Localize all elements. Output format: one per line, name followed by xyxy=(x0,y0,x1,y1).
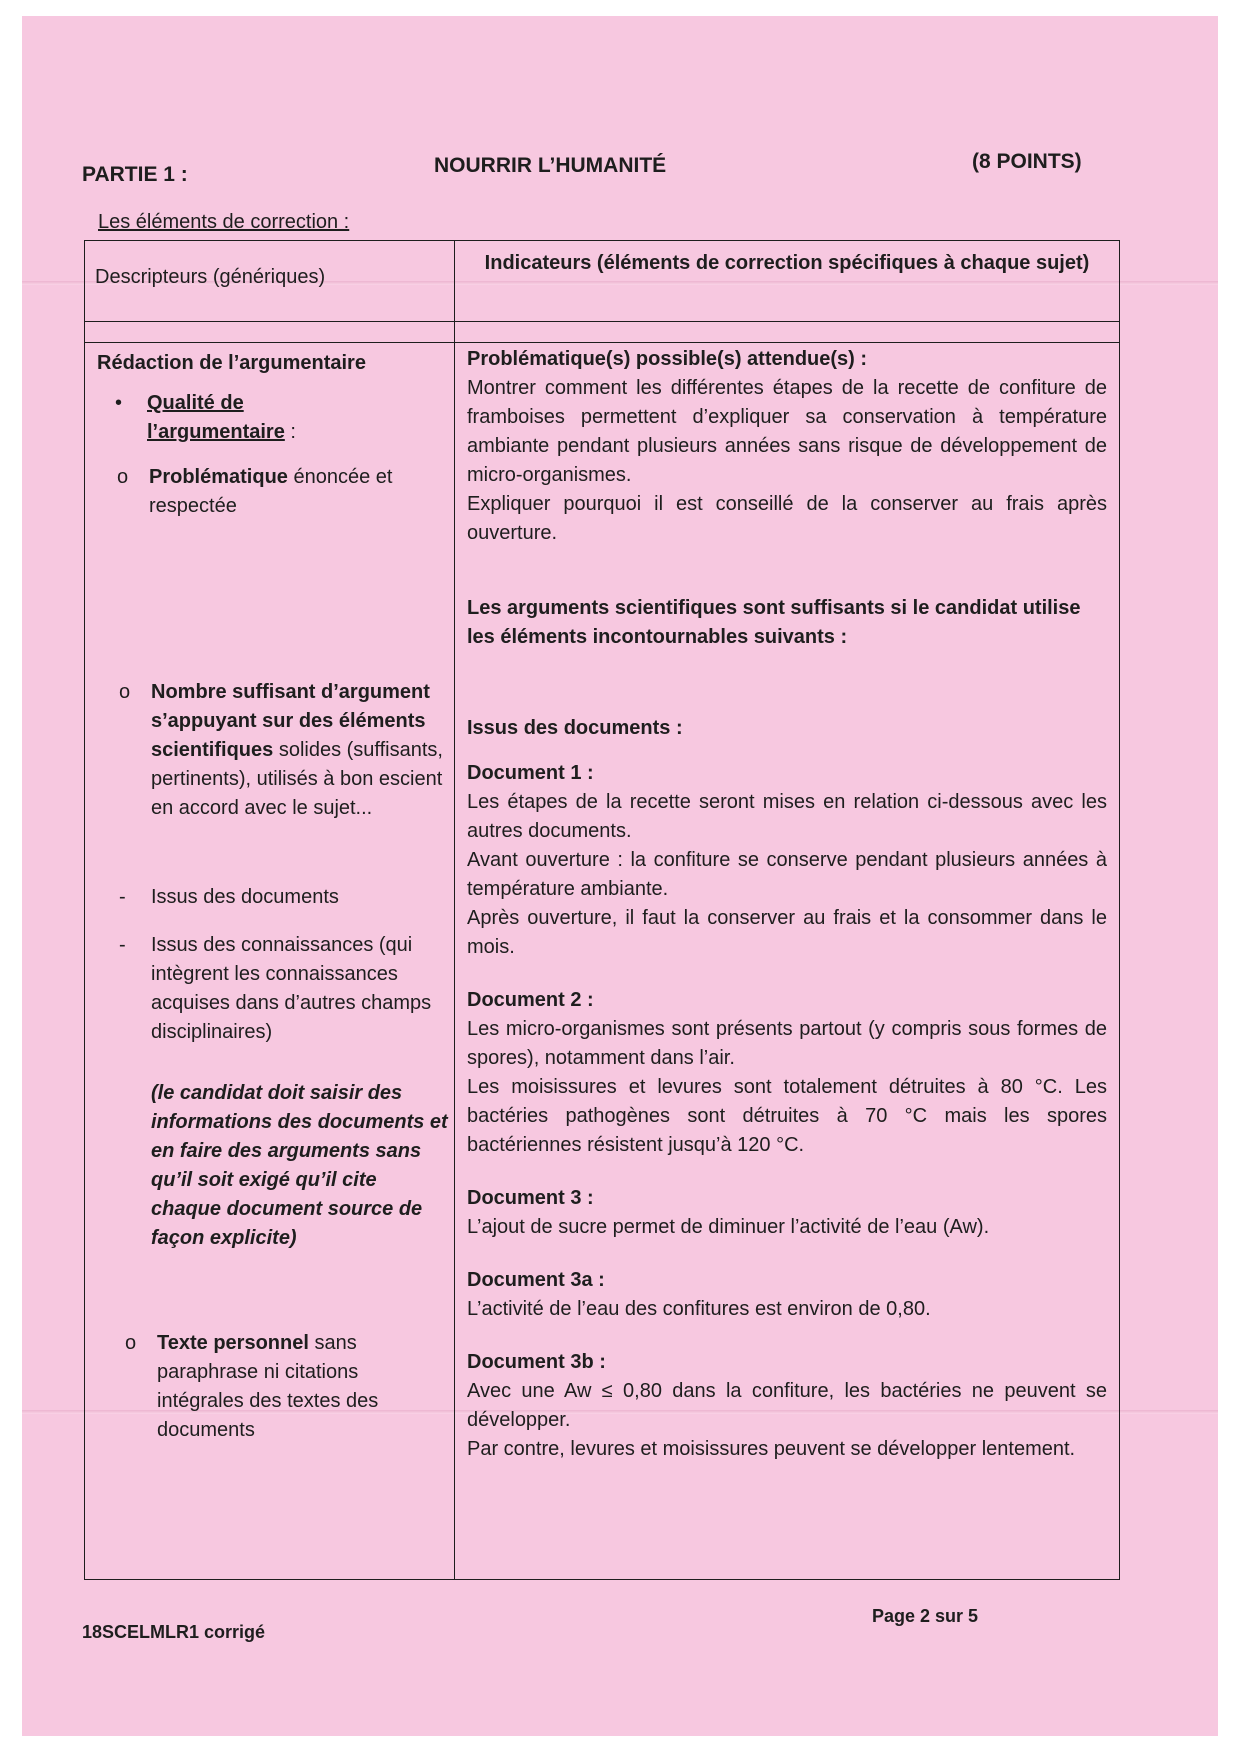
problematique-text: énoncée et respectée xyxy=(149,466,393,517)
document-2-title: Document 2 : xyxy=(467,989,594,1011)
table-body-row xyxy=(85,343,1120,1580)
issus-connaissances-text: Issus des connaissances (qui intègrent les connaissances acquises dans d’autres champs disciplinaires) xyxy=(151,934,432,1043)
issus-documents-title: Issus des documents : xyxy=(467,717,683,739)
document-2-para-2: Les moisissures et levures sont totalement détruites à 80 °C. Les bactéries pathogènes sont détruites à 70 °C mais les spores bactériennes résistent jusqu’à 120 °C. xyxy=(467,1076,1107,1156)
indicateurs-cell xyxy=(455,343,1120,1580)
nombre-text: solides (suffisants, pertinents), utilisés à bon escient en accord avec le sujet... xyxy=(151,739,443,819)
nombre-label: Nombre suffisant d’argument s’appuyant sur des éléments scientifiques xyxy=(151,681,430,761)
document-1-para-1: Les étapes de la recette seront mises en relation ci-dessous avec les autres documents. xyxy=(467,791,1107,842)
circle-marker: o xyxy=(119,681,131,703)
texte-personnel-text: sans paraphrase ni citations intégrales des textes des documents xyxy=(157,1332,379,1441)
circle-marker: o xyxy=(125,1332,137,1354)
texte-personnel-label: Texte personnel xyxy=(157,1332,309,1354)
document-3a-title: Document 3a : xyxy=(467,1269,605,1291)
document-3a-para-1: L’activité de l’eau des confitures est environ de 0,80. xyxy=(467,1298,931,1320)
section-subtitle: Les éléments de correction : xyxy=(98,211,350,233)
document-reference: 18SCELMLR1 corrigé xyxy=(82,1622,266,1642)
document-3b-para-1: Avec une Aw ≤ 0,80 dans la confiture, les bactéries ne peuvent se développer. xyxy=(467,1380,1107,1431)
document-3b-title: Document 3b : xyxy=(467,1351,606,1373)
circle-marker: o xyxy=(117,466,129,488)
problematique-label: Problématique xyxy=(149,466,288,488)
document-1-para-2: Avant ouverture : la confiture se conserve pendant plusieurs années à température ambiante. xyxy=(467,849,1107,900)
problematique-para-1: Montrer comment les différentes étapes de la recette de confiture de framboises permettent d’expliquer sa conservation à température ambiante pendant plusieurs années sans risque de développement de micro-organismes. xyxy=(467,377,1107,486)
part-label: PARTIE 1 : xyxy=(82,163,188,186)
page-title: NOURRIR L’HUMANITÉ xyxy=(434,154,667,177)
document-3b-para-2: Par contre, levures et moisissures peuvent se développer lentement. xyxy=(467,1438,1076,1460)
issus-documents-text: Issus des documents xyxy=(151,886,339,908)
descripteurs-cell xyxy=(85,343,455,1580)
section-title: Rédaction de l’argumentaire xyxy=(97,352,366,374)
qualite-suffix: : xyxy=(284,421,296,443)
document-1-para-3: Après ouverture, il faut la conserver au frais et la consommer dans le mois. xyxy=(467,907,1107,958)
document-3-title: Document 3 : xyxy=(467,1187,594,1209)
points-label: (8 POINTS) xyxy=(972,150,1082,173)
arguments-intro: Les arguments scientifiques sont suffisants si le candidat utilise les éléments incontournables suivants : xyxy=(467,597,1081,648)
header-descripteurs: Descripteurs (génériques) xyxy=(85,241,455,322)
correction-table xyxy=(84,240,1120,1580)
qualite-label: Qualité de l’argumentaire xyxy=(147,392,285,443)
page-number: Page 2 sur 5 xyxy=(872,1606,979,1626)
dash-marker: - xyxy=(119,886,126,908)
problematique-title: Problématique(s) possible(s) attendue(s) : xyxy=(467,348,868,370)
problematique-para-2: Expliquer pourquoi il est conseillé de la conserver au frais après ouverture. xyxy=(467,493,1107,544)
document-2-para-1: Les micro-organismes sont présents partout (y compris sous formes de spores), notamment dans l’air. xyxy=(467,1018,1107,1069)
header-indicateurs: Indicateurs (éléments de correction spécifiques à chaque sujet) xyxy=(455,241,1120,322)
document-1-title: Document 1 : xyxy=(467,762,594,784)
dash-marker: - xyxy=(119,934,126,956)
bullet-marker: • xyxy=(115,392,123,414)
table-header-row xyxy=(85,241,1120,322)
document-3-para-1: L’ajout de sucre permet de diminuer l’activité de l’eau (Aw). xyxy=(467,1216,990,1238)
table-spacer-row xyxy=(85,322,1120,343)
candidate-note-text: (le candidat doit saisir des informations des documents et en faire des arguments sans qu’il soit exigé qu’il cite chaque document source de façon explicite) xyxy=(151,1082,448,1249)
